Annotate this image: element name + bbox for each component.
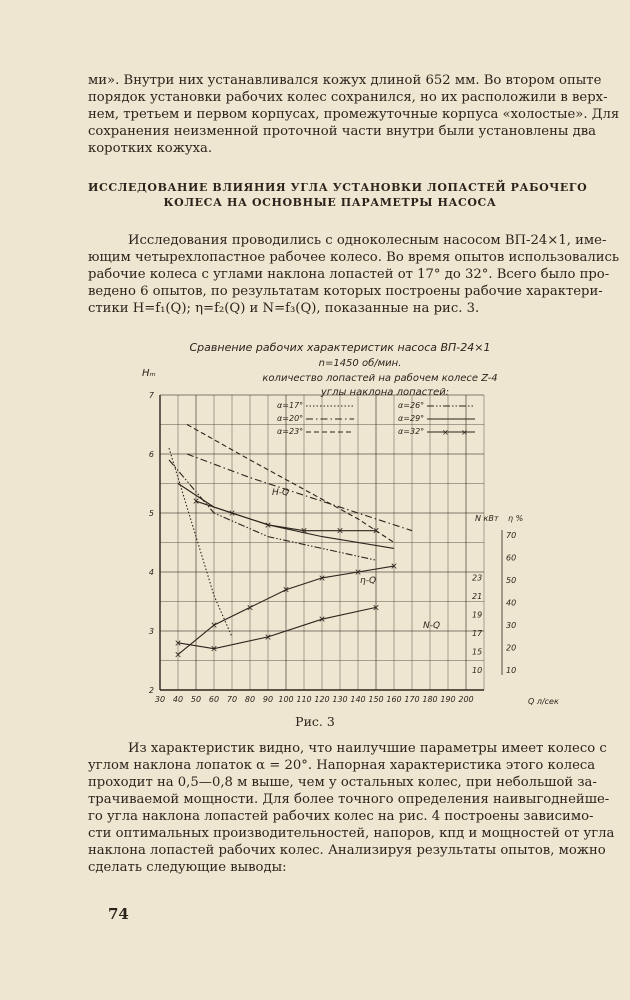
n-tick-label: 15 <box>472 647 483 657</box>
curve-label-h-q: H-Q <box>272 488 290 498</box>
y-tick-label: 6 <box>148 450 154 459</box>
text-line: порядок установки рабочих колес сохранился, но их расположили в верх- <box>88 90 608 105</box>
figure-blades: количество лопастей на рабочем колесе Z-4 <box>262 373 498 384</box>
text-line: ющим четырехлопастное рабочее колесо. Во время опытов использовались <box>88 250 620 265</box>
n-tick-label: 10 <box>472 666 483 675</box>
x-tick-label: 80 <box>244 695 256 704</box>
text-line: рабочие колеса с углами наклона лопастей от 17° до 32°. Всего было про- <box>88 267 610 282</box>
legend-label: α=26° <box>398 401 425 410</box>
y-tick-label: 2 <box>148 686 154 695</box>
n-tick-label: 21 <box>472 592 483 601</box>
figure-angles-title: углы наклона лопастей: <box>320 387 450 398</box>
text-line: Исследования проводились с одноколесным насосом ВП-24×1, име- <box>128 233 607 248</box>
x-point-marker: × <box>354 568 362 578</box>
x-tick-label: 180 <box>422 695 438 704</box>
n-tick-label: 23 <box>472 573 483 583</box>
x-axis-label: Q л/сек <box>528 697 559 706</box>
paragraph-1 <box>88 72 620 157</box>
x-point-marker: × <box>192 497 200 508</box>
y-axis-label: Hₘ <box>142 368 156 379</box>
x-tick-label: 190 <box>440 695 456 704</box>
series-line <box>169 460 376 560</box>
eta-tick-label: 10 <box>506 666 517 675</box>
page-number: 74 <box>108 905 129 923</box>
legend-label: α=32° <box>398 427 425 436</box>
eta-tick-label: 70 <box>506 531 517 540</box>
x-point-marker: × <box>264 632 272 643</box>
text-line: го угла наклона лопастей рабочих колес на рис. 4 построены зависимо- <box>88 809 594 824</box>
text-line: коротких кожуха. <box>88 141 213 156</box>
x-tick-label: 50 <box>190 695 202 704</box>
x-tick-label: 130 <box>332 695 348 704</box>
text-line: стики H=f₁(Q); η=f₂(Q) и N=f₃(Q), показанные на рис. 3. <box>88 301 480 316</box>
y-tick-label: 4 <box>148 568 154 577</box>
text-line: сохранения неизменной проточной части внутри были установлены два <box>88 124 596 139</box>
legend-label: α=20° <box>277 414 304 423</box>
chart-grid <box>160 395 484 690</box>
text-line: ведено 6 опытов, по результатам которых построены рабочие характери- <box>88 284 603 299</box>
curve-label-eta-q: η-Q <box>360 576 377 586</box>
x-tick-label: 150 <box>368 695 384 704</box>
x-tick-label: 100 <box>278 695 294 704</box>
x-point-marker: × <box>210 644 218 655</box>
x-point-marker: × <box>372 603 380 614</box>
text-line: проходит на 0,5—0,8 м выше, чем у остальных колес, при небольшой за- <box>88 775 597 790</box>
text-line: трачиваемой мощности. Для более точного определения наивыгоднейше- <box>88 792 610 807</box>
n-tick-label: 17 <box>472 629 483 638</box>
eta-tick-label: 20 <box>506 643 517 653</box>
x-point-marker: × <box>336 526 344 537</box>
x-point-marker: × <box>246 603 254 614</box>
x-point-marker: × <box>228 509 236 519</box>
x-point-marker: × <box>210 621 218 632</box>
text-line: наклона лопастей рабочих колес. Анализируя результаты опытов, можно <box>88 843 606 858</box>
legend-x-mark: × <box>442 428 449 437</box>
text-line: сти оптимальных производительностей, напоров, кпд и мощностей от угла <box>88 826 615 841</box>
x-point-marker: × <box>264 520 272 531</box>
paragraph-2 <box>88 232 620 317</box>
eta-tick-label: 50 <box>506 576 517 585</box>
eta-tick-label: 40 <box>506 598 517 608</box>
legend-label: α=23° <box>277 427 304 436</box>
figure-speed: n=1450 об/мин. <box>318 358 402 369</box>
x-tick-label: 40 <box>172 695 184 704</box>
x-tick-label: 170 <box>404 695 420 704</box>
text-line: Из характеристик видно, что наилучшие параметры имеет колесо с <box>128 741 607 756</box>
series-line <box>187 454 412 531</box>
x-point-marker: × <box>318 615 326 626</box>
paragraph-3 <box>88 740 615 876</box>
x-tick-label: 30 <box>154 695 166 704</box>
x-point-marker: × <box>282 585 290 596</box>
eta-tick-label: 30 <box>506 621 517 630</box>
heading-line: ИССЛЕДОВАНИЕ ВЛИЯНИЯ УГЛА УСТАНОВКИ ЛОПАСТЕЙ РАБОЧЕГО <box>88 181 588 194</box>
legend-label: α=17° <box>277 401 304 410</box>
figure-caption: Рис. 3 <box>295 714 335 729</box>
x-tick-label: 70 <box>226 695 238 704</box>
legend-x-mark: × <box>461 428 468 437</box>
y-tick-label: 7 <box>148 391 154 400</box>
curve-label-n-q: N-Q <box>423 621 441 631</box>
series-line <box>178 607 376 648</box>
text-line: нем, третьем и первом корпусах, промежуточные корпуса «холостые». Для <box>88 107 620 122</box>
text-line: сделать следующие выводы: <box>88 860 287 875</box>
x-point-marker: × <box>300 526 308 537</box>
x-point-marker: × <box>318 573 326 584</box>
eta-tick-label: 60 <box>506 553 517 563</box>
y-tick-label: 3 <box>148 627 154 636</box>
x-point-marker: × <box>372 526 380 537</box>
n-tick-label: 19 <box>472 610 483 620</box>
text-line: ми». Внутри них устанавливался кожух длиной 652 мм. Во втором опыте <box>88 73 602 88</box>
x-tick-label: 140 <box>350 695 366 704</box>
y-tick-label: 5 <box>148 509 154 518</box>
x-tick-label: 60 <box>208 695 220 704</box>
x-tick-label: 110 <box>296 695 312 704</box>
x-tick-label: 160 <box>386 695 402 704</box>
x-tick-label: 90 <box>262 695 274 704</box>
chart-axes <box>149 391 516 704</box>
text-line: углом наклона лопаток α = 20°. Напорная характеристика этого колеса <box>88 758 596 773</box>
x-tick-label: 120 <box>314 695 330 704</box>
figure-title: Сравнение рабочих характеристик насоса ВП-24×1 <box>189 341 491 354</box>
n-axis-label: N кВт <box>475 514 499 523</box>
legend-label: α=29° <box>398 414 425 423</box>
x-point-marker: × <box>174 638 182 649</box>
figure-rис-3-chart <box>130 330 570 708</box>
x-point-marker: × <box>390 562 398 573</box>
x-point-marker: × <box>174 650 182 661</box>
section-heading <box>88 180 588 210</box>
x-tick-label: 200 <box>458 695 474 704</box>
eta-axis-label: η % <box>508 514 524 523</box>
heading-line: КОЛЕСА НА ОСНОВНЫЕ ПАРАМЕТРЫ НАСОСА <box>163 196 497 209</box>
